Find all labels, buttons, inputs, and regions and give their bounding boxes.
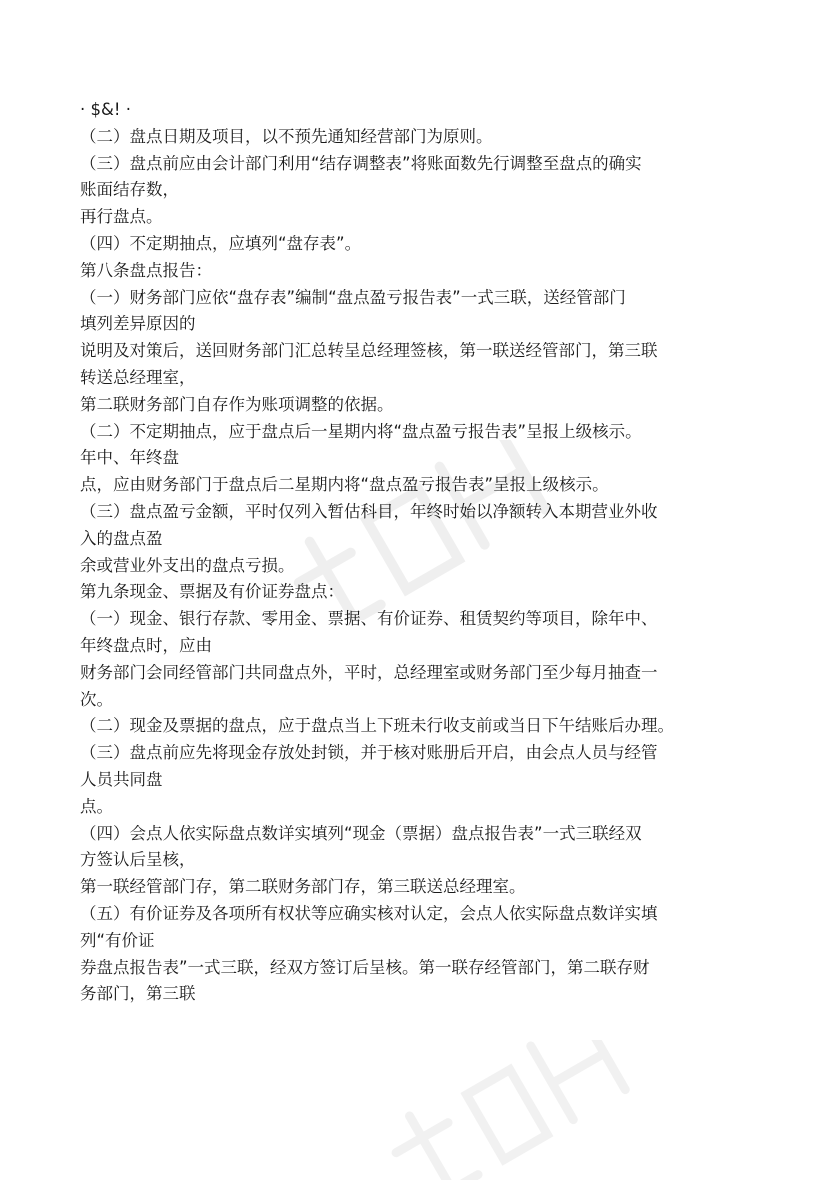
section-heading: 第八条盘点报告： [80, 260, 212, 280]
text-line: （一）财务部门应依“盘存表”编制“盘点盈亏报告表”一式三联，送经管部门 [80, 287, 626, 307]
text-line: （三）盘点前应先将现金存放处封锁，并于核对账册后开启，由会点人员与经管 [80, 743, 658, 763]
section-heading: 第九条现金、票据及有价证券盘点： [80, 582, 344, 602]
text-line: （四）会点人依实际盘点数详实填列“现金（票据）盘点报告表”一式三联经双 [80, 823, 642, 843]
text-line: 点，应由财务部门于盘点后二星期内将“盘点盈亏报告表”呈报上级核示。 [80, 475, 609, 495]
text-line: 列“有价证 [80, 930, 155, 950]
text-line: 财务部门会同经管部门共同盘点外，平时，总经理室或财务部门至少每月抽查一 [80, 662, 658, 682]
text-line: 第一联经管部门存，第二联财务部门存，第三联送总经理室。 [80, 877, 526, 897]
text-line: 说明及对策后，送回财务部门汇总转呈总经理签核，第一联送经管部门，第三联 [80, 341, 658, 361]
text-line: （二）现金及票据的盘点，应于盘点当上下班未行收支前或当日下午结账后办理。 [80, 716, 674, 736]
text-line: 入的盘点盈 [80, 528, 163, 548]
text-line: 券盘点报告表”一式三联，经双方签订后呈核。第一联存经管部门，第二联存财 [80, 957, 650, 977]
text-line: （四）不定期抽点，应填列“盘存表”。 [80, 233, 362, 253]
text-line: 点。 [80, 796, 113, 816]
text-line: （三）盘点前应由会计部门利用“结存调整表”将账面数先行调整至盘点的确实 [80, 153, 642, 173]
text-line: 次。 [80, 689, 113, 709]
text-line: （五）有价证券及各项所有权状等应确实核对认定，会点人依实际盘点数详实填 [80, 903, 658, 923]
text-line: 再行盘点。 [80, 207, 163, 227]
text-line: 务部门，第三联 [80, 984, 196, 1004]
text-line: 人员共同盘 [80, 769, 163, 789]
text-line: （二）盘点日期及项目，以不预先通知经营部门为原则。 [80, 126, 493, 146]
text-line: 余或营业外支出的盘点亏损。 [80, 555, 295, 575]
text-line: （一）现金、银行存款、零用金、票据、有价证券、租赁契约等项目，除年中、 [80, 609, 658, 629]
text-line: 填列差异原因的 [80, 314, 196, 334]
text-line: 方签认后呈核， [80, 850, 196, 870]
document-body [80, 97, 760, 1008]
text-line: 年中、年终盘 [80, 448, 179, 468]
text-line: 第二联财务部门自存作为账项调整的依据。 [80, 394, 394, 414]
text-line: 年终盘点时，应由 [80, 635, 212, 655]
text-line: （三）盘点盈亏金额，平时仅列入暂估科目，年终时始以净额转入本期营业外收 [80, 501, 658, 521]
watermark-logo-bottom [360, 1040, 660, 1180]
text-line: （二）不定期抽点，应于盘点后一星期内将“盘点盈亏报告表”呈报上级核示。 [80, 421, 642, 441]
text-line: 账面结存数， [80, 180, 179, 200]
text-line: · $&! · [80, 100, 131, 119]
text-line: 转送总经理室， [80, 367, 196, 387]
